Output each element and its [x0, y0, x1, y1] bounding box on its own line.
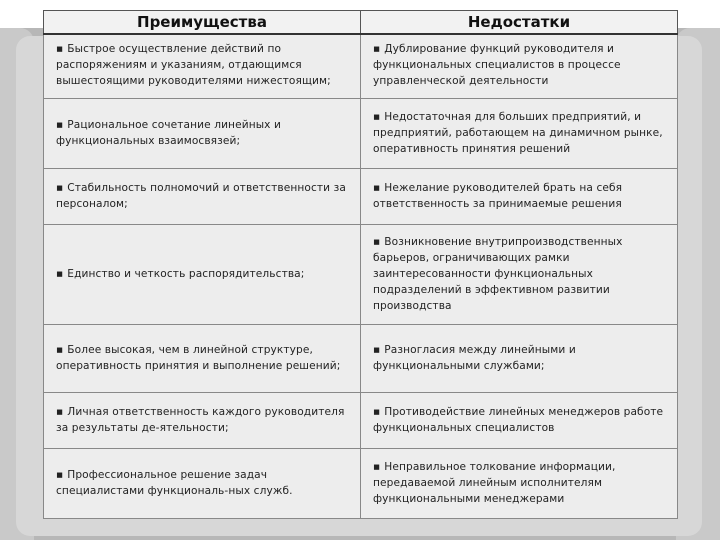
- table-body: [44, 34, 678, 518]
- disadvantage-cell: [361, 98, 678, 168]
- table-row: [44, 34, 678, 98]
- advantage-text: Быстрое осуществление действий по распоряжениям и указаниям, отдающимся вышестоящими руководителями нижестоящим;: [56, 43, 331, 87]
- disadvantage-text: Противодействие линейных менеджеров работе функциональных специалистов: [373, 406, 664, 434]
- disadvantage-text: Недостаточная для больших предприятий, и предприятий, работающем на динамичном рынке, оперативность принятия решений: [373, 111, 663, 155]
- advantage-text: Более высокая, чем в линейной структуре, оперативность принятия и выполнение решений;: [56, 344, 341, 372]
- bullet-icon: ▪: [56, 119, 64, 131]
- disadvantage-text: Нежелание руководителей брать на себя ответственность за принимаемые решения: [373, 182, 623, 210]
- bullet-icon: ▪: [373, 236, 381, 248]
- advantage-text: Единство и четкость распорядительства;: [67, 268, 305, 280]
- bullet-icon: ▪: [373, 111, 381, 123]
- table-row: [44, 168, 678, 224]
- advantage-text: Рациональное сочетание линейных и функциональных взаимосвязей;: [56, 119, 282, 147]
- disadvantage-text: Дублирование функций руководителя и функциональных специалистов в процессе управленческой деятельности: [373, 43, 621, 87]
- advantage-text: Личная ответственность каждого руководителя за результаты де-ятельности;: [56, 406, 345, 434]
- bullet-icon: ▪: [56, 43, 64, 55]
- comparison-table: [43, 10, 678, 519]
- bullet-icon: ▪: [56, 268, 64, 280]
- bullet-icon: ▪: [373, 182, 381, 194]
- advantage-text: Стабильность полномочий и ответственности за персоналом;: [56, 182, 346, 210]
- advantage-cell: [44, 34, 361, 98]
- table-row: [44, 224, 678, 324]
- disadvantage-text: Разногласия между линейными и функциональными службами;: [373, 344, 576, 372]
- table-row: [44, 324, 678, 392]
- table-header: [44, 11, 678, 35]
- header-row: [44, 11, 678, 35]
- advantage-text: Профессиональное решение задач специалистами функциональ-ных служб.: [56, 469, 293, 497]
- bullet-icon: ▪: [373, 43, 381, 55]
- bullet-icon: ▪: [373, 406, 381, 418]
- disadvantage-cell: [361, 324, 678, 392]
- bullet-icon: ▪: [56, 469, 64, 481]
- table-row: [44, 448, 678, 518]
- bullet-icon: ▪: [56, 406, 64, 418]
- table-row: [44, 98, 678, 168]
- advantage-cell: [44, 168, 361, 224]
- disadvantage-cell: [361, 168, 678, 224]
- header-advantages: Преимущества: [44, 11, 361, 35]
- table-row: [44, 392, 678, 448]
- advantage-cell: [44, 392, 361, 448]
- disadvantage-cell: [361, 224, 678, 324]
- advantage-cell: [44, 448, 361, 518]
- advantage-cell: [44, 98, 361, 168]
- advantage-cell: [44, 324, 361, 392]
- disadvantage-text: Возникновение внутрипроизводственных барьеров, ограничивающих рамки заинтересованности функциональных подразделений в эффективном развитии производства: [373, 236, 623, 312]
- header-disadvantages: Недостатки: [361, 11, 678, 35]
- disadvantage-cell: [361, 448, 678, 518]
- bullet-icon: ▪: [56, 344, 64, 356]
- disadvantage-cell: [361, 392, 678, 448]
- bullet-icon: ▪: [373, 344, 381, 356]
- advantage-cell: [44, 224, 361, 324]
- disadvantage-cell: [361, 34, 678, 98]
- disadvantage-text: Неправильное толкование информации, передаваемой линейным исполнителям функциональными менеджерами: [373, 461, 616, 505]
- bullet-icon: ▪: [373, 461, 381, 473]
- bullet-icon: ▪: [56, 182, 64, 194]
